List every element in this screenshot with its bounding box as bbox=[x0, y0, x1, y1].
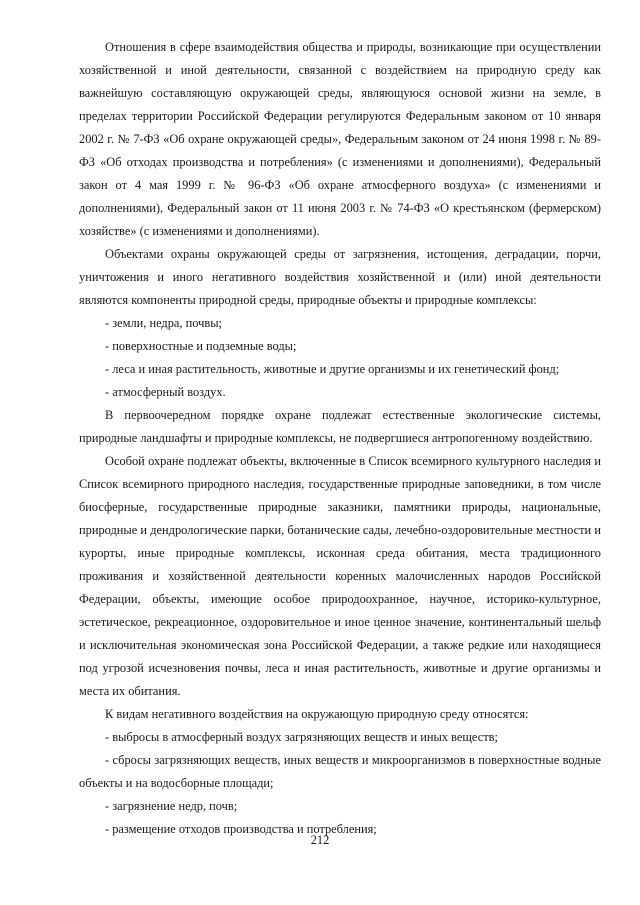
list-item: - загрязнение недр, почв; bbox=[105, 799, 238, 813]
list-item: - размещение отходов производства и потребления; bbox=[105, 822, 377, 836]
paragraph-priority-protection: В первоочередном порядке охране подлежат естественные экологические системы, природные ландшафты и природные комплексы, не подвергшиеся антропогенному воздействию. bbox=[79, 408, 601, 445]
paragraph-legal-basis: Отношения в сфере взаимодействия общества и природы, возникающие при осуществлении хозяйственной и иной деятельности, связанной с воздействием на природную среду как важнейшую составляющую окружающей среды, являющуюся основой жизни на земле, в пределах территории Российской Федерации регулируются Федеральным законом от 10 января 2002 г. № 7-ФЗ «Об охране окружающей среды», Федеральным законом от 24 июня 1998 г. № 89-ФЗ «Об отходах производства и потребления» (с изменениями и дополнениями), Федеральный закон от 4 мая 1999 г. № 96-ФЗ «Об охране атмосферного воздуха» (с изменениями и дополнениями), Федеральный закон от 11 июня 2003 г. № 74-ФЗ «О крестьянском (фермерском) хозяйстве» (с изменениями и дополнениями). bbox=[79, 40, 601, 238]
list-item: - выбросы в атмосферный воздух загрязняющих веществ и иных веществ; bbox=[105, 730, 498, 744]
list-item: - сбросы загрязняющих веществ, иных веществ и микроорганизмов в поверхностные водные объекты и на водосборные площади; bbox=[79, 753, 601, 790]
list-item: - атмосферный воздух. bbox=[105, 385, 226, 399]
paragraph-negative-impact-types: К видам негативного воздействия на окружающую природную среду относятся: bbox=[105, 707, 529, 721]
list-item: - поверхностные и подземные воды; bbox=[105, 339, 297, 353]
page-number: 212 bbox=[310, 833, 330, 847]
page-body bbox=[79, 36, 601, 841]
paragraph-special-protection: Особой охране подлежат объекты, включенные в Список всемирного культурного наследия и Список всемирного природного наследия, государственные природные заповедники, в том числе биосферные, государственные природные заказники, памятники природы, национальные, природные и дендрологические парки, ботанические сады, лечебно-оздоровительные местности и курорты, иные природные комплексы, исконная среда обитания, места традиционного проживания и хозяйственной деятельности коренных малочисленных народов Российской Федерации, объекты, имеющие особое природоохранное, научное, историко-культурное, эстетическое, рекреационное, оздоровительное и иное ценное значение, континентальный шельф и исключительная экономическая зона Российской Федерации, а также редкие или находящиеся под угрозой исчезновения почвы, леса и иная растительность, животные и другие организмы и места их обитания. bbox=[79, 454, 601, 698]
list-item: - леса и иная растительность, животные и другие организмы и их генетический фонд; bbox=[105, 362, 560, 376]
paragraph-protection-objects: Объектами охраны окружающей среды от загрязнения, истощения, деградации, порчи, уничтожения и иного негативного воздействия хозяйственной и (или) иной деятельности являются компоненты природной среды, природные объекты и природные комплексы: bbox=[79, 247, 601, 307]
list-item: - земли, недра, почвы; bbox=[105, 316, 222, 330]
